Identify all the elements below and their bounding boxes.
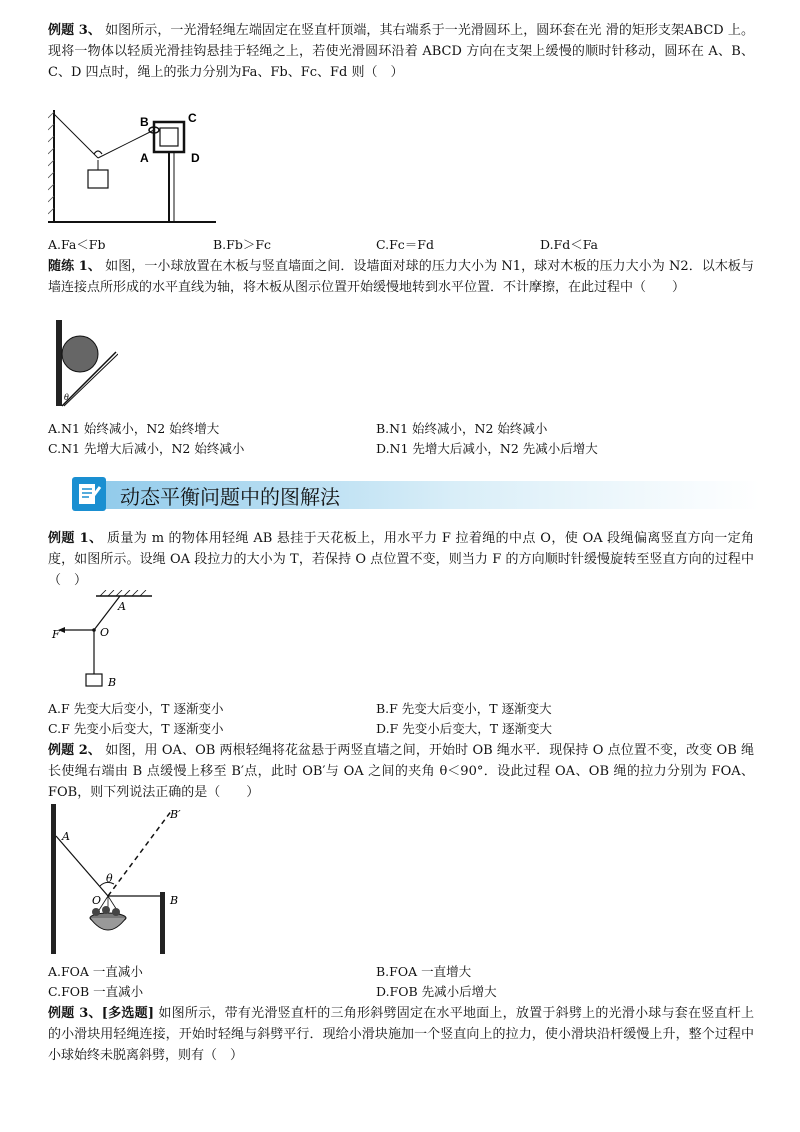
question-practice1 <box>48 256 754 298</box>
option-c[interactable]: C.Fc＝Fd <box>376 237 434 252</box>
option-a[interactable]: A.FOA 一直减小 <box>48 964 143 979</box>
option-a[interactable]: A.F 先变大后变小，T 逐渐变小 <box>48 701 224 716</box>
label-d: D <box>191 151 200 165</box>
question-text: 如图所示，带有光滑竖直杆的三角形斜劈固定在水平地面上，放置于斜劈上的光滑小球与套在竖直杆上的小滑块用轻绳连接，开始时轻绳与斜劈平行．现给小滑块施加一个竖直向上的拉力，使小滑块沿杆缓慢上升，整个过程中小球始终未脱离斜劈，则有（ ） <box>48 1006 754 1063</box>
figure-frame-pulley <box>48 110 218 230</box>
option-a[interactable]: A.Fa＜Fb <box>48 237 106 252</box>
label-a: A <box>118 600 126 613</box>
label-b: B <box>108 676 117 689</box>
question-text: 质量为 m 的物体用轻绳 AB 悬挂于天花板上，用水平力 F 拉着绳的中点 O，使 OA 段绳偏离竖直方向一定角度，如图所示。设绳 OA 段拉力的大小为 T，若保持 O 点位置不变，则当力 F 的方向顺时针缓慢旋转至竖直方向的过程中（ ） <box>48 531 755 588</box>
question-text: 如图，用 OA、OB 两根轻绳将花盆悬于两竖直墙之间，开始时 OB 绳水平．现保持 O 点位置不变，改变 OB 绳长使绳右端由 B 点缓慢上移至 B′点，此时 OB′与 OA 之间的夹角 θ＜90°．设此过程 OA、OB 绳的拉力分别为 FOA、FOB，则下列说法正确的是（ ） <box>48 743 754 800</box>
label-a: A <box>140 151 149 165</box>
option-d[interactable]: D.FOB 先减小后增大 <box>376 984 497 999</box>
question-example1 <box>48 528 754 591</box>
label-c: C <box>188 111 197 125</box>
option-b[interactable]: B.F 先变大后变小，T 逐渐变大 <box>376 701 552 716</box>
question-label: 随练 1、 <box>48 259 101 274</box>
question-label: 例题 3、 <box>48 23 101 38</box>
label-o: O <box>100 626 110 639</box>
label-f: F <box>52 628 60 641</box>
label-theta: θ <box>64 393 69 402</box>
label-b-prime: B′ <box>170 808 181 821</box>
label-theta: θ <box>106 872 113 885</box>
question-example2 <box>48 740 754 803</box>
question-text: 如图所示，一光滑轻绳左端固定在竖直杆顶端，其右端系于一光滑圆环上，圆环套在光 滑的矩形支架ABCD 上。现将一物体以轻质光滑挂钩悬挂于轻绳之上，若使光滑圆环沿着 ABCD 方向在支架上缓慢的顺时针移动，圆环在 A、B、C、D 四点时，绳上的张力分别为Fa、Fb、Fc、Fd 则（ ） <box>48 23 754 80</box>
option-b[interactable]: B.FOA 一直增大 <box>376 964 472 979</box>
question-label: 例题 3、[多选题] <box>48 1006 155 1021</box>
option-a[interactable]: A.N1 始终减小，N2 始终增大 <box>48 421 220 436</box>
section-title: 动态平衡问题中的图解法 <box>120 485 340 509</box>
option-b[interactable]: B.Fb＞Fc <box>213 237 272 252</box>
figure-flowerpot <box>48 800 198 960</box>
option-c[interactable]: C.N1 先增大后减小，N2 始终减小 <box>48 441 245 456</box>
label-b: B <box>170 894 179 907</box>
option-b[interactable]: B.N1 始终减小，N2 始终减小 <box>376 421 548 436</box>
question-text: 如图，一小球放置在木板与竖直墙面之间．设墙面对球的压力大小为 N1，球对木板的压力大小为 N2．以木板与墙连接点所形成的水平直线为轴，将木板从图示位置开始缓慢地转到水平位置．不计摩擦，在此过程中（ ） <box>48 259 754 295</box>
figure-rope-force <box>48 590 158 690</box>
label-b: B <box>140 115 149 129</box>
option-c[interactable]: C.F 先变小后变大，T 逐渐变小 <box>48 721 224 736</box>
figure-ball-board <box>48 318 118 408</box>
question-label: 例题 2、 <box>48 743 102 758</box>
question-example3-multi <box>48 1003 754 1066</box>
question-label: 例题 1、 <box>48 531 103 546</box>
label-a: A <box>62 830 70 843</box>
option-d[interactable]: D.Fd＜Fa <box>540 237 599 252</box>
label-o: O <box>92 894 102 907</box>
option-d[interactable]: D.F 先变小后变大，T 逐渐变大 <box>376 721 553 736</box>
option-c[interactable]: C.FOB 一直减小 <box>48 984 144 999</box>
question-example3-top <box>48 20 754 83</box>
option-d[interactable]: D.N1 先增大后减小，N2 先减小后增大 <box>376 441 598 456</box>
